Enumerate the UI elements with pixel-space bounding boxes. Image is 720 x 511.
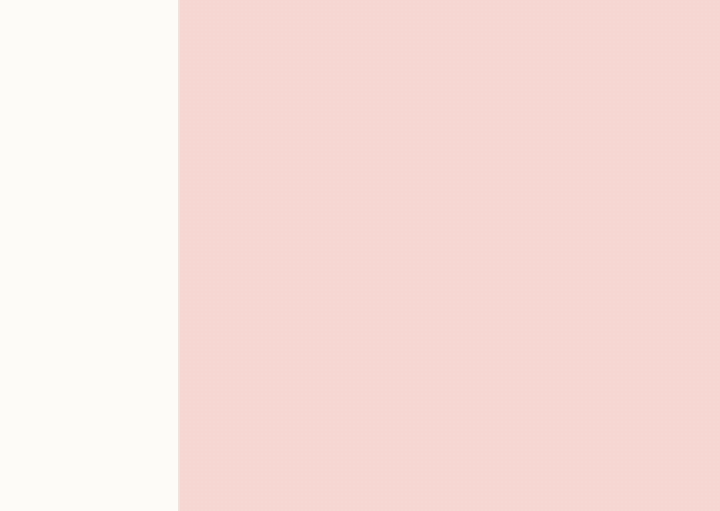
page-gutter bbox=[178, 0, 181, 511]
right-page bbox=[180, 0, 720, 511]
left-page bbox=[0, 0, 180, 511]
left-text-column bbox=[36, 48, 164, 62]
dimensions-column bbox=[199, 48, 321, 60]
ladder-diagram bbox=[340, 40, 700, 480]
ladder-svg bbox=[340, 40, 700, 480]
